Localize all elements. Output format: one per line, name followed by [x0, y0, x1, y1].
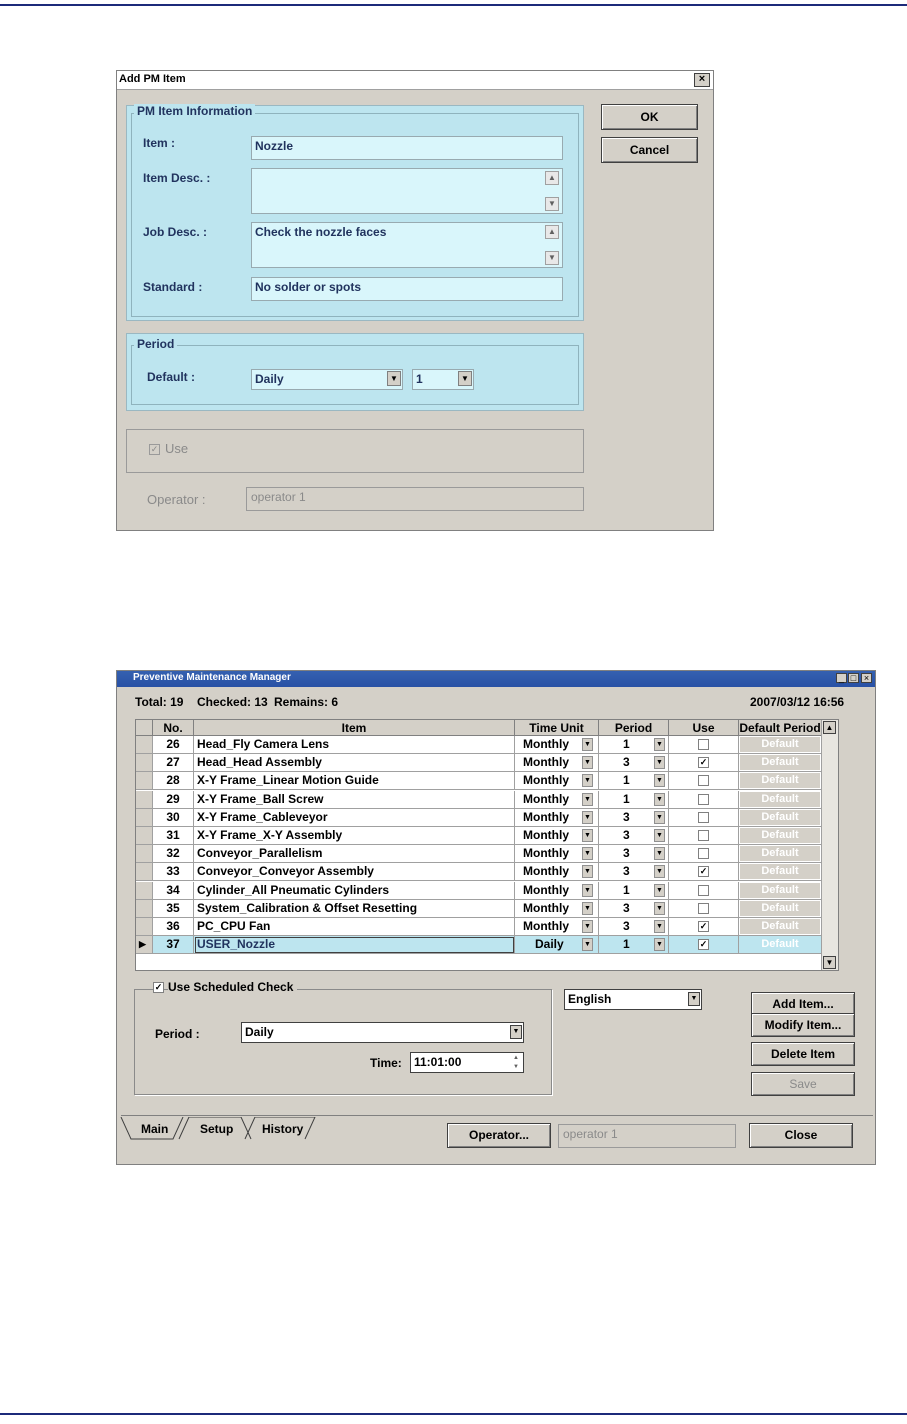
row-selector — [136, 918, 153, 936]
chevron-down-icon[interactable]: ▼ — [654, 865, 665, 878]
add-item-button[interactable]: Add Item... — [751, 992, 855, 1016]
cell-use — [669, 882, 739, 900]
tab-setup[interactable]: Setup — [200, 1122, 234, 1136]
default-button[interactable]: Default — [740, 792, 820, 807]
window-titlebar — [117, 671, 875, 687]
scroll-down-icon[interactable]: ▼ — [545, 251, 559, 265]
tab-history[interactable]: History — [262, 1122, 304, 1136]
row-selector — [136, 809, 153, 827]
cell-time-unit[interactable] — [515, 900, 599, 918]
col-header-default-period: Default Period — [739, 721, 821, 735]
table-row[interactable] — [136, 827, 838, 845]
use-checkbox[interactable] — [698, 830, 709, 841]
period-value: 3 — [623, 755, 630, 770]
cell-period[interactable] — [599, 863, 669, 881]
remains-count: Remains: 6 — [274, 695, 339, 709]
chevron-down-icon[interactable]: ▼ — [582, 902, 593, 915]
cell-item: System_Calibration & Offset Resetting — [194, 900, 515, 918]
scroll-up-icon[interactable]: ▲ — [823, 721, 836, 734]
default-button[interactable]: Default — [740, 755, 820, 770]
row-selector — [136, 791, 153, 809]
cell-item: Conveyor_Parallelism — [194, 845, 515, 863]
time-label: Time: — [370, 1056, 402, 1070]
col-header-no: No. — [153, 720, 194, 736]
period-unit-dropdown[interactable] — [251, 369, 403, 390]
cell-item: Head_Head Assembly — [194, 754, 515, 772]
default-button[interactable]: Default — [740, 737, 820, 752]
operator-field: operator 1 — [246, 487, 584, 511]
cell-time-unit[interactable] — [515, 863, 599, 881]
time-unit-value: Monthly — [523, 755, 569, 770]
chevron-down-icon[interactable]: ▼ — [582, 811, 593, 824]
use-checkbox[interactable] — [698, 885, 709, 896]
use-checkbox[interactable]: ✓ — [699, 757, 708, 768]
chevron-down-icon[interactable]: ▼ — [654, 920, 665, 933]
row-selector — [136, 772, 153, 790]
chevron-down-icon[interactable]: ▼ — [582, 774, 593, 787]
row-selector — [136, 882, 153, 900]
cell-no: 30 — [153, 809, 194, 827]
col-header-use: Use — [669, 720, 739, 736]
cell-no: 32 — [153, 845, 194, 863]
cell-time-unit[interactable] — [515, 936, 599, 954]
cell-time-unit[interactable] — [515, 736, 599, 754]
time-input[interactable] — [410, 1052, 524, 1073]
cell-item: Head_Fly Camera Lens — [194, 736, 515, 754]
row-selector — [136, 754, 153, 772]
group-label-info: PM Item Information — [134, 104, 255, 118]
cell-period[interactable] — [599, 809, 669, 827]
table-row[interactable] — [136, 918, 838, 936]
scroll-down-icon[interactable]: ▼ — [823, 956, 836, 969]
period-value: 3 — [623, 919, 630, 933]
use-checkbox[interactable]: ✓ — [699, 939, 708, 950]
period-value: 3 — [623, 864, 630, 879]
cell-item: PC_CPU Fan — [194, 918, 515, 936]
cell-time-unit[interactable] — [515, 772, 599, 790]
table-row[interactable] — [136, 900, 838, 918]
tab-main[interactable]: Main — [141, 1122, 169, 1136]
time-unit-value: Monthly — [523, 864, 569, 879]
table-row[interactable] — [136, 736, 838, 754]
chevron-down-icon[interactable]: ▼ — [654, 829, 665, 842]
cell-default-period — [739, 882, 822, 900]
row-selector — [136, 936, 153, 954]
spin-up-icon[interactable]: ▲ — [513, 1055, 519, 1061]
pm-items-table — [135, 719, 839, 971]
chevron-down-icon[interactable]: ▼ — [582, 884, 593, 897]
chevron-down-icon[interactable]: ▼ — [582, 920, 593, 933]
period-value: 1 — [416, 372, 423, 386]
language-value: English — [568, 992, 612, 1006]
table-row[interactable] — [136, 754, 838, 772]
time-unit-value: Monthly — [523, 846, 569, 861]
default-button[interactable]: Default — [740, 810, 820, 825]
job-desc-field[interactable]: Check the nozzle faces — [251, 222, 563, 268]
cell-time-unit[interactable] — [515, 827, 599, 845]
cell-period[interactable] — [599, 754, 669, 772]
chevron-down-icon: ▼ — [688, 992, 700, 1006]
row-selector — [136, 863, 153, 881]
minimize-icon[interactable]: _ — [836, 673, 847, 683]
ok-button[interactable]: OK — [601, 104, 698, 130]
row-selector — [136, 736, 153, 754]
cell-use — [669, 900, 739, 918]
cell-item: X-Y Frame_Linear Motion Guide — [194, 772, 515, 790]
cell-period[interactable] — [599, 791, 669, 809]
cell-use — [669, 736, 739, 754]
cell-time-unit[interactable] — [515, 791, 599, 809]
chevron-down-icon[interactable]: ▼ — [582, 865, 593, 878]
cell-default-period — [739, 791, 822, 809]
cell-time-unit[interactable] — [515, 754, 599, 772]
col-header-time-unit: Time Unit — [515, 720, 599, 736]
table-row[interactable] — [136, 882, 838, 900]
use-label: Use — [165, 441, 189, 456]
cell-use — [669, 863, 739, 881]
cell-use — [669, 772, 739, 790]
time-unit-value: Monthly — [523, 773, 569, 788]
cancel-button[interactable]: Cancel — [601, 137, 698, 163]
cell-item: Conveyor_Conveyor Assembly — [194, 863, 515, 881]
operator-button[interactable]: Operator... — [447, 1123, 551, 1148]
cell-no: 29 — [153, 791, 194, 809]
cell-period[interactable] — [599, 845, 669, 863]
period-unit-value: Daily — [255, 372, 284, 386]
item-field[interactable]: Nozzle — [251, 136, 563, 160]
chevron-down-icon[interactable]: ▼ — [654, 884, 665, 897]
cell-item: X-Y Frame_Ball Screw — [194, 791, 515, 809]
chevron-down-icon[interactable]: ▼ — [582, 829, 593, 842]
period-dropdown[interactable] — [241, 1022, 524, 1043]
current-row-icon: ▶ — [139, 939, 146, 950]
cell-default-period — [739, 863, 822, 881]
default-button[interactable]: Default — [740, 773, 820, 788]
cell-no: 34 — [153, 882, 194, 900]
standard-label: Standard : — [143, 280, 203, 294]
default-button[interactable]: Default — [740, 883, 820, 898]
default-button[interactable]: Default — [740, 937, 820, 952]
period-value-dropdown[interactable] — [412, 369, 474, 390]
chevron-down-icon[interactable]: ▼ — [654, 811, 665, 824]
cell-no: 26 — [153, 736, 194, 754]
period-value: 1 — [623, 737, 630, 751]
operator-label: Operator : — [147, 492, 206, 507]
total-count: Total: 19 — [135, 695, 184, 709]
cell-no: 27 — [153, 754, 194, 772]
dialog-titlebar — [117, 71, 713, 90]
table-row[interactable] — [136, 863, 838, 881]
default-button[interactable]: Default — [740, 864, 820, 879]
close-icon[interactable]: × — [694, 73, 710, 87]
cell-use — [669, 827, 739, 845]
period-value: 1 — [623, 882, 630, 897]
scroll-up-icon[interactable]: ▲ — [545, 171, 559, 185]
cell-period[interactable] — [599, 882, 669, 900]
cell-period[interactable] — [599, 918, 669, 936]
cell-period[interactable] — [599, 900, 669, 918]
chevron-down-icon[interactable]: ▼ — [582, 793, 593, 806]
cell-no: 36 — [153, 918, 194, 936]
default-button[interactable]: Default — [740, 846, 820, 861]
cell-default-period — [739, 900, 822, 918]
add-pm-item-dialog — [116, 70, 714, 531]
datetime: 2007/03/12 16:56 — [750, 695, 845, 709]
operator-field: operator 1 — [558, 1124, 736, 1148]
top-rule — [0, 4, 907, 6]
cell-use — [669, 809, 739, 827]
bottom-rule — [0, 1413, 907, 1415]
cell-use — [669, 936, 739, 954]
row-selector — [136, 827, 153, 845]
period-value: 3 — [623, 809, 630, 824]
item-desc-label: Item Desc. : — [143, 171, 211, 185]
save-button[interactable]: Save — [751, 1072, 855, 1096]
period-dropdown-value: Daily — [245, 1025, 274, 1039]
use-checkbox[interactable] — [698, 903, 709, 914]
time-value: 11:01:00 — [414, 1055, 462, 1069]
modify-item-button[interactable]: Modify Item... — [751, 1013, 855, 1037]
pm-manager-window — [116, 670, 876, 1165]
close-button[interactable]: Close — [749, 1123, 853, 1148]
item-label: Item : — [143, 136, 176, 150]
cell-period[interactable] — [599, 772, 669, 790]
use-checkbox[interactable] — [698, 794, 709, 805]
table-row[interactable] — [136, 772, 838, 790]
close-icon[interactable]: × — [861, 673, 872, 683]
table-scrollbar[interactable] — [821, 720, 838, 970]
cell-no: 33 — [153, 863, 194, 881]
group-label-period: Period — [134, 337, 177, 351]
period-value: 1 — [623, 937, 630, 952]
table-row[interactable] — [136, 791, 838, 809]
period-value: 1 — [623, 773, 630, 788]
time-unit-value: Monthly — [523, 737, 569, 751]
use-checkbox[interactable]: ✓ — [699, 866, 708, 877]
chevron-down-icon: ▼ — [458, 371, 472, 386]
cell-default-period — [739, 936, 822, 954]
time-unit-value: Monthly — [523, 919, 569, 933]
time-unit-value: Monthly — [523, 828, 569, 842]
use-checkbox[interactable]: ✓ — [150, 444, 159, 454]
col-header-period: Period — [599, 720, 669, 736]
scroll-down-icon[interactable]: ▼ — [545, 197, 559, 211]
cell-period[interactable] — [599, 736, 669, 754]
table-row[interactable] — [136, 809, 838, 827]
use-scheduled-label: Use Scheduled Check — [168, 980, 297, 994]
period-value: 1 — [623, 791, 630, 806]
item-desc-field[interactable] — [251, 168, 563, 214]
use-checkbox[interactable] — [698, 775, 709, 786]
chevron-down-icon[interactable]: ▼ — [654, 774, 665, 787]
cell-item: X-Y Frame_Cableveyor — [194, 809, 515, 827]
cell-no: 35 — [153, 900, 194, 918]
cell-item: X-Y Frame_X-Y Assembly — [194, 827, 515, 845]
use-checkbox[interactable] — [698, 739, 709, 750]
cell-default-period — [739, 772, 822, 790]
chevron-down-icon[interactable]: ▼ — [582, 938, 593, 951]
cell-time-unit[interactable] — [515, 845, 599, 863]
cell-no: 31 — [153, 827, 194, 845]
time-unit-value: Monthly — [523, 809, 569, 824]
default-button[interactable]: Default — [740, 919, 820, 934]
chevron-down-icon: ▼ — [387, 371, 401, 386]
period-label: Period : — [155, 1027, 200, 1041]
scroll-up-icon[interactable]: ▲ — [545, 225, 559, 239]
period-value: 3 — [623, 900, 630, 915]
use-scheduled-checkbox[interactable]: ✓ — [154, 982, 163, 992]
job-desc-label: Job Desc. : — [143, 225, 208, 239]
cell-period[interactable] — [599, 827, 669, 845]
dialog-title: Add PM Item — [119, 73, 186, 85]
use-checkbox[interactable] — [698, 848, 709, 859]
chevron-down-icon[interactable]: ▼ — [654, 793, 665, 806]
cell-no: 28 — [153, 772, 194, 790]
period-value: 3 — [623, 828, 630, 842]
use-checkbox[interactable] — [698, 812, 709, 823]
cell-use — [669, 791, 739, 809]
window-title: Preventive Maintenance Manager — [133, 672, 291, 683]
cell-time-unit[interactable] — [515, 918, 599, 936]
chevron-down-icon[interactable]: ▼ — [582, 847, 593, 860]
time-unit-value: Daily — [535, 937, 564, 952]
row-selector-header — [136, 720, 153, 736]
cell-no: 37 — [153, 936, 194, 954]
chevron-down-icon[interactable]: ▼ — [654, 847, 665, 860]
row-selector — [136, 900, 153, 918]
cell-default-period — [739, 827, 822, 845]
chevron-down-icon[interactable]: ▼ — [654, 738, 665, 751]
cell-use — [669, 918, 739, 936]
cell-period[interactable] — [599, 936, 669, 954]
period-value: 3 — [623, 846, 630, 861]
cell-default-period — [739, 809, 822, 827]
use-checkbox[interactable]: ✓ — [699, 921, 708, 931]
cell-default-period — [739, 736, 822, 754]
cell-use — [669, 754, 739, 772]
time-unit-value: Monthly — [523, 900, 569, 915]
table-row[interactable] — [136, 845, 838, 863]
chevron-down-icon[interactable]: ▼ — [582, 756, 593, 769]
cell-time-unit[interactable] — [515, 809, 599, 827]
chevron-down-icon[interactable]: ▼ — [654, 756, 665, 769]
delete-item-button[interactable]: Delete Item — [751, 1042, 855, 1066]
cell-time-unit[interactable] — [515, 882, 599, 900]
time-unit-value: Monthly — [523, 791, 569, 806]
cell-item: Cylinder_All Pneumatic Cylinders — [194, 882, 515, 900]
chevron-down-icon[interactable]: ▼ — [654, 938, 665, 951]
cell-default-period — [739, 845, 822, 863]
chevron-down-icon: ▼ — [510, 1025, 522, 1039]
spin-down-icon[interactable]: ▼ — [513, 1064, 519, 1070]
chevron-down-icon[interactable]: ▼ — [582, 738, 593, 751]
default-button[interactable]: Default — [740, 901, 820, 916]
standard-field[interactable]: No solder or spots — [251, 277, 563, 301]
language-dropdown[interactable] — [564, 989, 702, 1010]
default-button[interactable]: Default — [740, 828, 820, 843]
default-label: Default : — [147, 370, 195, 384]
checked-count: Checked: 13 — [197, 695, 268, 709]
cell-use — [669, 845, 739, 863]
row-selector — [136, 845, 153, 863]
time-unit-value: Monthly — [523, 882, 569, 897]
cell-default-period — [739, 754, 822, 772]
table-row[interactable] — [136, 936, 838, 954]
chevron-down-icon[interactable]: ▼ — [654, 902, 665, 915]
tab-strip-line — [121, 1115, 873, 1116]
cell-item: USER_Nozzle — [194, 936, 515, 954]
maximize-icon[interactable]: □ — [848, 673, 859, 683]
cell-default-period — [739, 918, 822, 936]
use-group — [126, 429, 584, 473]
col-header-item: Item — [194, 720, 515, 736]
